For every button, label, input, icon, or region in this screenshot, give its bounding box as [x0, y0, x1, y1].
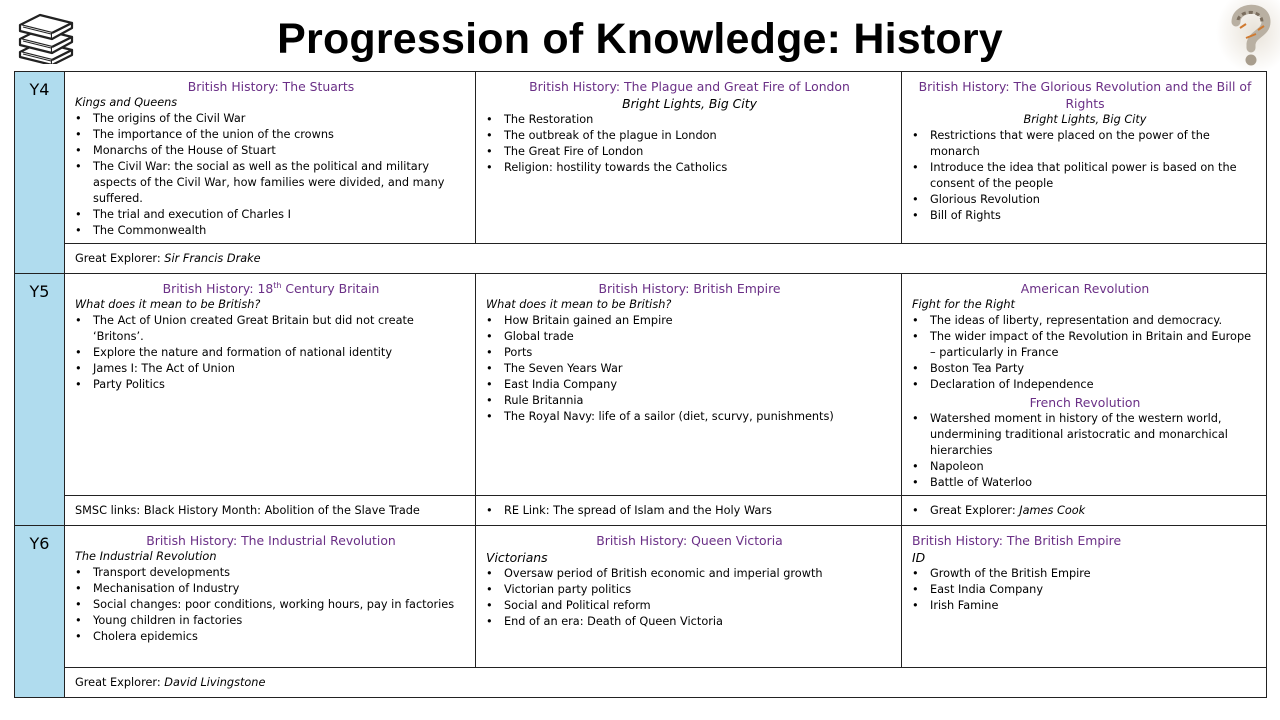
list-item: • Battle of Waterloo	[930, 475, 1258, 491]
unit-title: American Revolution	[1020, 281, 1150, 296]
explorer-name: James Cook	[1019, 504, 1086, 517]
y4-plague-cell	[476, 72, 902, 244]
unit-title: British History: British Empire	[598, 281, 781, 296]
topic-list	[75, 313, 467, 393]
year-label-y6: Y6	[15, 526, 65, 698]
list-item: • Oversaw period of British economic and imperial growth	[504, 566, 893, 582]
list-item: • Bill of Rights	[930, 208, 1258, 224]
topic-list	[912, 566, 1258, 614]
unit-title: British History: The Stuarts	[187, 79, 355, 94]
list-item: • The Seven Years War	[504, 361, 893, 377]
y6-industrial-revolution-cell	[65, 526, 476, 668]
list-item: • The Commonwealth	[93, 223, 467, 239]
list-item: • The Royal Navy: life of a sailor (diet, scurvy, punishments)	[504, 409, 893, 425]
list-item: • How Britain gained an Empire	[504, 313, 893, 329]
y6-british-empire-cell	[902, 526, 1267, 668]
y6-queen-victoria-cell	[476, 526, 902, 668]
unit-subtitle: Fight for the Right	[912, 298, 1015, 311]
list-item: • James I: The Act of Union	[93, 361, 467, 377]
list-item: • Religion: hostility towards the Catholics	[504, 160, 893, 176]
list-item: • Ports	[504, 345, 893, 361]
list-item: • The ideas of liberty, representation and democracy.	[930, 313, 1258, 329]
footer-label: Great Explorer:	[75, 676, 165, 689]
topic-list	[486, 313, 893, 425]
list-item: • The outbreak of the plague in London	[504, 128, 893, 144]
unit-subtitle: Victorians	[486, 550, 548, 565]
explorer-name: Sir Francis Drake	[164, 252, 261, 265]
list-item: • Victorian party politics	[504, 582, 893, 598]
unit-subtitle: Bright Lights, Big City	[622, 96, 757, 111]
y5-great-explorer	[902, 496, 1267, 526]
list-item: • Social changes: poor conditions, working hours, pay in factories	[93, 597, 467, 613]
list-item: • Rule Britannia	[504, 393, 893, 409]
list-item: • RE Link: The spread of Islam and the Holy Wars	[504, 503, 893, 519]
unit-subtitle: The Industrial Revolution	[75, 550, 217, 563]
list-item: • Napoleon	[930, 459, 1258, 475]
progression-table	[14, 71, 1267, 698]
list-item: • The Restoration	[504, 112, 893, 128]
list-item: • Watershed moment in history of the western world, undermining traditional aristocratic and monarchical hierarchies	[930, 411, 1258, 459]
unit-title: British History: The Glorious Revolution and the Bill of Rights	[918, 79, 1252, 111]
y6-footer-row	[15, 668, 1267, 698]
list-item: • The origins of the Civil War	[93, 111, 467, 127]
list-item: • Irish Famine	[930, 598, 1258, 614]
list-item: • Party Politics	[93, 377, 467, 393]
list-item: • Social and Political reform	[504, 598, 893, 614]
list-item: • Mechanisation of Industry	[93, 581, 467, 597]
explorer-name: David Livingstone	[164, 676, 266, 689]
list-item: • The Act of Union created Great Britain but did not create ‘Britons’.	[93, 313, 467, 345]
list-item: • The Civil War: the social as well as the political and military aspects of the Civil War, how families were divided, and many suffered.	[93, 159, 467, 207]
y5-footer-row	[15, 496, 1267, 526]
topic-list	[912, 128, 1258, 224]
topic-list	[75, 111, 467, 239]
topic-list	[912, 411, 1258, 491]
unit-subtitle: Bright Lights, Big City	[1023, 113, 1147, 126]
y4-stuarts-cell	[65, 72, 476, 244]
y4-footer-row	[15, 244, 1267, 274]
page-title: Progression of Knowledge: History	[277, 15, 1003, 63]
list-item: • Monarchs of the House of Stuart	[93, 143, 467, 159]
list-item: • Great Explorer: James Cook	[930, 503, 1258, 519]
list-item: • Declaration of Independence	[930, 377, 1258, 393]
year-label-y5: Y5	[15, 274, 65, 526]
list-item: • Growth of the British Empire	[930, 566, 1258, 582]
list-item: • East India Company	[504, 377, 893, 393]
y5-18th-century-cell	[65, 274, 476, 496]
unit-subtitle: Kings and Queens	[75, 96, 178, 109]
list-item: • The trial and execution of Charles I	[93, 207, 467, 223]
unit-title-secondary: French Revolution	[1029, 395, 1141, 410]
list-item: • Introduce the idea that political power is based on the consent of the people	[930, 160, 1258, 192]
y6-row	[15, 526, 1267, 668]
unit-subtitle: What does it mean to be British?	[486, 298, 672, 311]
list-item: • Explore the nature and formation of national identity	[93, 345, 467, 361]
y5-smsc-links: SMSC links: Black History Month: Abolition of the Slave Trade	[65, 496, 476, 526]
list-item: • Glorious Revolution	[930, 192, 1258, 208]
y5-british-empire-cell	[476, 274, 902, 496]
topic-list	[75, 565, 467, 645]
list-item: • Boston Tea Party	[930, 361, 1258, 377]
unit-title: British History: The Plague and Great Fire of London	[529, 79, 850, 94]
list-item: • The Great Fire of London	[504, 144, 893, 160]
y5-re-link	[476, 496, 902, 526]
list-item: • The wider impact of the Revolution in Britain and Europe – particularly in France	[930, 329, 1258, 361]
list-item: • The importance of the union of the crowns	[93, 127, 467, 143]
list-item: • Transport developments	[93, 565, 467, 581]
unit-title: British History: The Industrial Revolution	[146, 533, 396, 548]
list-item: • Restrictions that were placed on the power of the monarch	[930, 128, 1258, 160]
year-label-y4: Y4	[15, 72, 65, 274]
unit-title: British History: Queen Victoria	[596, 533, 783, 548]
list-item: • Global trade	[504, 329, 893, 345]
y4-glorious-revolution-cell	[902, 72, 1267, 244]
y5-row	[15, 274, 1267, 496]
list-item: • Cholera epidemics	[93, 629, 467, 645]
footer-label: Great Explorer:	[75, 252, 165, 265]
list-item: • East India Company	[930, 582, 1258, 598]
list-item: • End of an era: Death of Queen Victoria	[504, 614, 893, 630]
unit-subtitle: ID	[912, 550, 926, 565]
unit-title: British History: 18th Century Britain	[162, 280, 380, 296]
unit-title: British History: The British Empire	[912, 533, 1122, 548]
unit-subtitle: What does it mean to be British?	[75, 298, 261, 311]
y5-revolutions-cell	[902, 274, 1267, 496]
topic-list	[486, 566, 893, 630]
y4-row	[15, 72, 1267, 244]
topic-list	[912, 313, 1258, 393]
topic-list	[486, 112, 893, 176]
y6-great-explorer	[65, 668, 1267, 698]
y4-great-explorer	[65, 244, 1267, 274]
list-item: • Young children in factories	[93, 613, 467, 629]
